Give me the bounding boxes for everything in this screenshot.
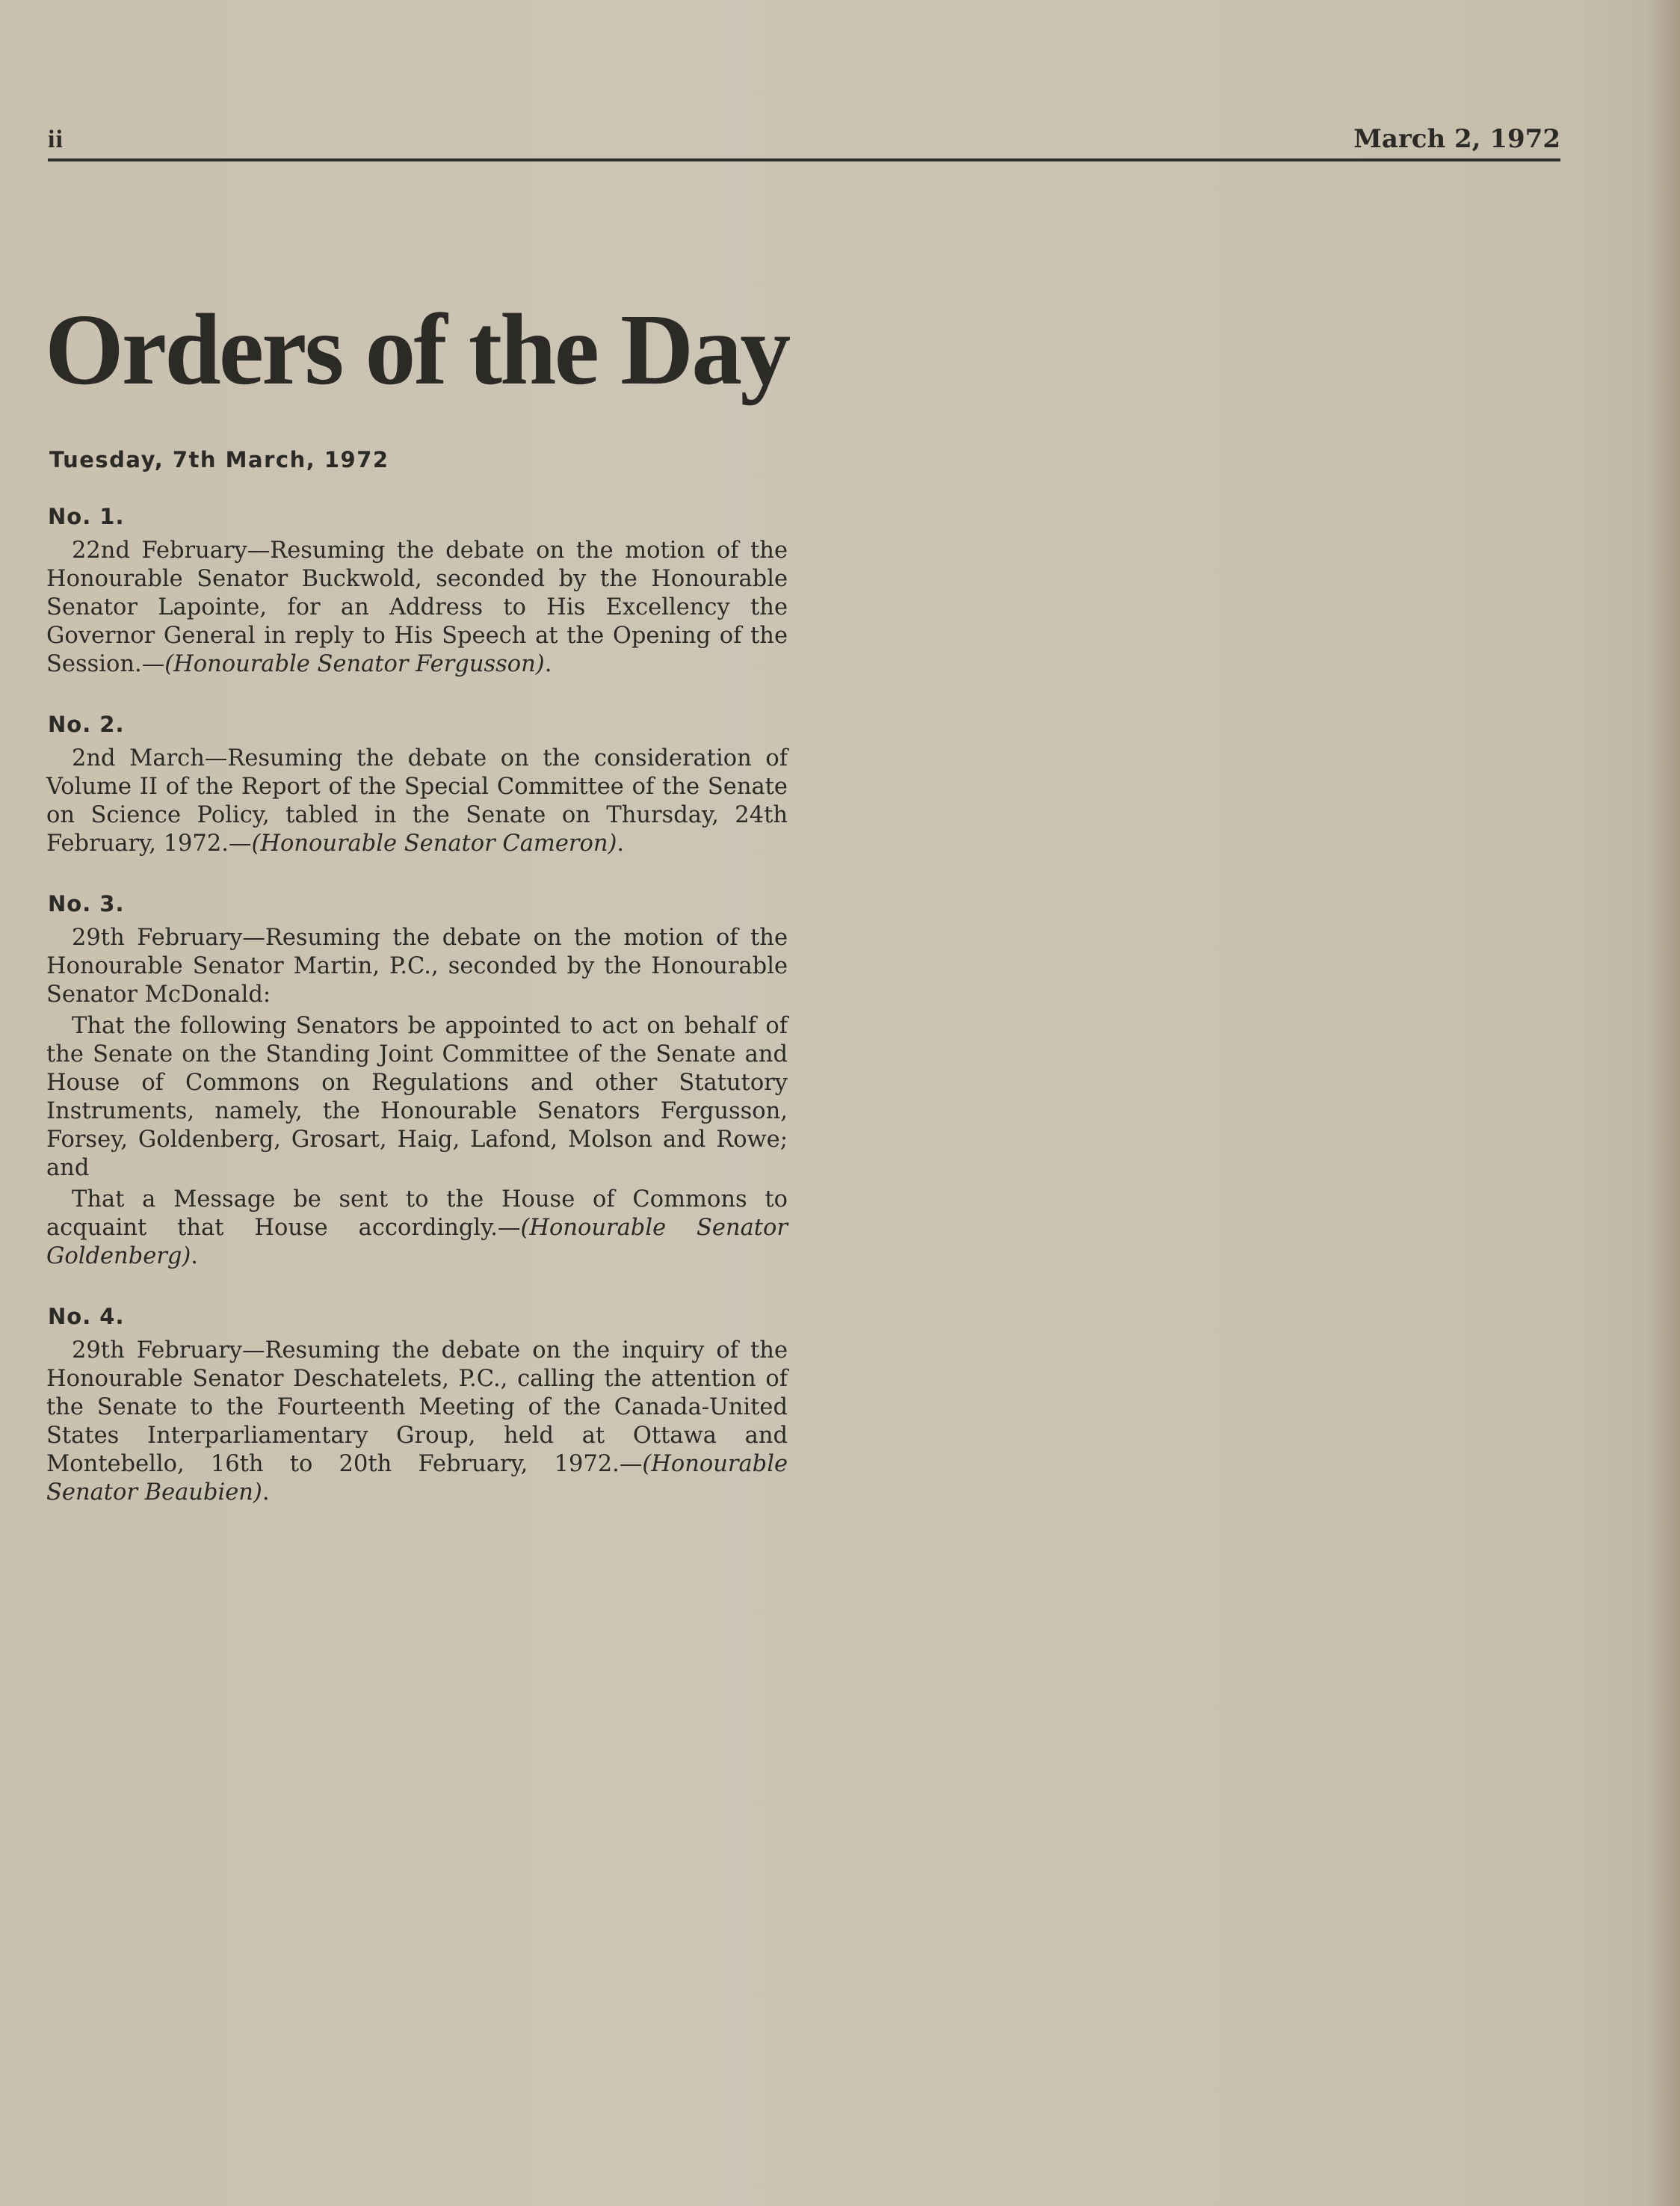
- senator-attribution: (Honourable Senator Cameron): [251, 831, 617, 857]
- paragraph-text: 22nd February—Resuming the debate on the motion of the Honourable Senator Buckwold, seconded by the Honourable Senator Lapointe, for an Address to His Excellency the Governor General in reply to His Speech at the Opening of the Session.—: [46, 537, 788, 677]
- running-header: [48, 112, 1560, 161]
- paragraph-tail: .: [617, 831, 625, 857]
- paragraph-tail: .: [544, 651, 552, 677]
- order-number: No. 2.: [48, 712, 125, 737]
- order-paragraph: [46, 745, 788, 858]
- paragraph-tail: .: [262, 1479, 270, 1506]
- page-title: Orders of the Day: [45, 294, 789, 406]
- order-item: [46, 891, 788, 1271]
- paragraph-text: 2nd March—Resuming the debate on the consideration of Volume II of the Report of the Special Committee of the Senate on Science Policy, tabled in the Senate on Thursday, 24th February, 1972.—: [46, 745, 788, 857]
- order-paragraph: [46, 537, 788, 679]
- order-paragraph: [46, 1186, 788, 1271]
- paragraph-text: That the following Senators be appointed to act on behalf of the Senate on the Standing Joint Committee of the Senate and House of Commons on Regulations and other Statutory Instruments, namely, the Honourable Senators Fergusson, Forsey, Goldenberg, Grosart, Haig, Lafond, Molson and Rowe; and: [46, 1013, 788, 1181]
- orders-list: [46, 504, 788, 1540]
- order-number: No. 3.: [48, 891, 125, 916]
- order-item: [46, 712, 788, 858]
- paragraph-text: 29th February—Resuming the debate on the inquiry of the Honourable Senator Deschatelets, P.C., calling the attention of the Senate to the Fourteenth Meeting of the Canada-United States Interparliamentary Group, held at Ottawa and Montebello, 16th to 20th February, 1972.—: [46, 1337, 788, 1477]
- sitting-date: Tuesday, 7th March, 1972: [49, 447, 389, 472]
- page-number: ii: [48, 126, 64, 153]
- senator-attribution: (Honourable Senator Beaubien): [46, 1451, 788, 1506]
- senator-attribution: (Honourable Senator Goldenberg): [46, 1215, 788, 1269]
- paragraph-tail: .: [191, 1243, 198, 1269]
- header-date: March 2, 1972: [1353, 124, 1560, 154]
- order-number: No. 4.: [48, 1304, 125, 1329]
- senator-attribution: (Honourable Senator Fergusson): [164, 651, 545, 677]
- order-item: [46, 504, 788, 679]
- order-paragraph: [46, 1012, 788, 1183]
- order-item: [46, 1304, 788, 1507]
- paragraph-text: 29th February—Resuming the debate on the motion of the Honourable Senator Martin, P.C., seconded by the Honourable Senator McDonald:: [46, 925, 788, 1008]
- order-paragraph: [46, 924, 788, 1009]
- order-number: No. 1.: [48, 504, 125, 529]
- order-paragraph: [46, 1337, 788, 1507]
- paragraph-text: That a Message be sent to the House of Commons to acquaint that House accordingly.—: [46, 1186, 788, 1241]
